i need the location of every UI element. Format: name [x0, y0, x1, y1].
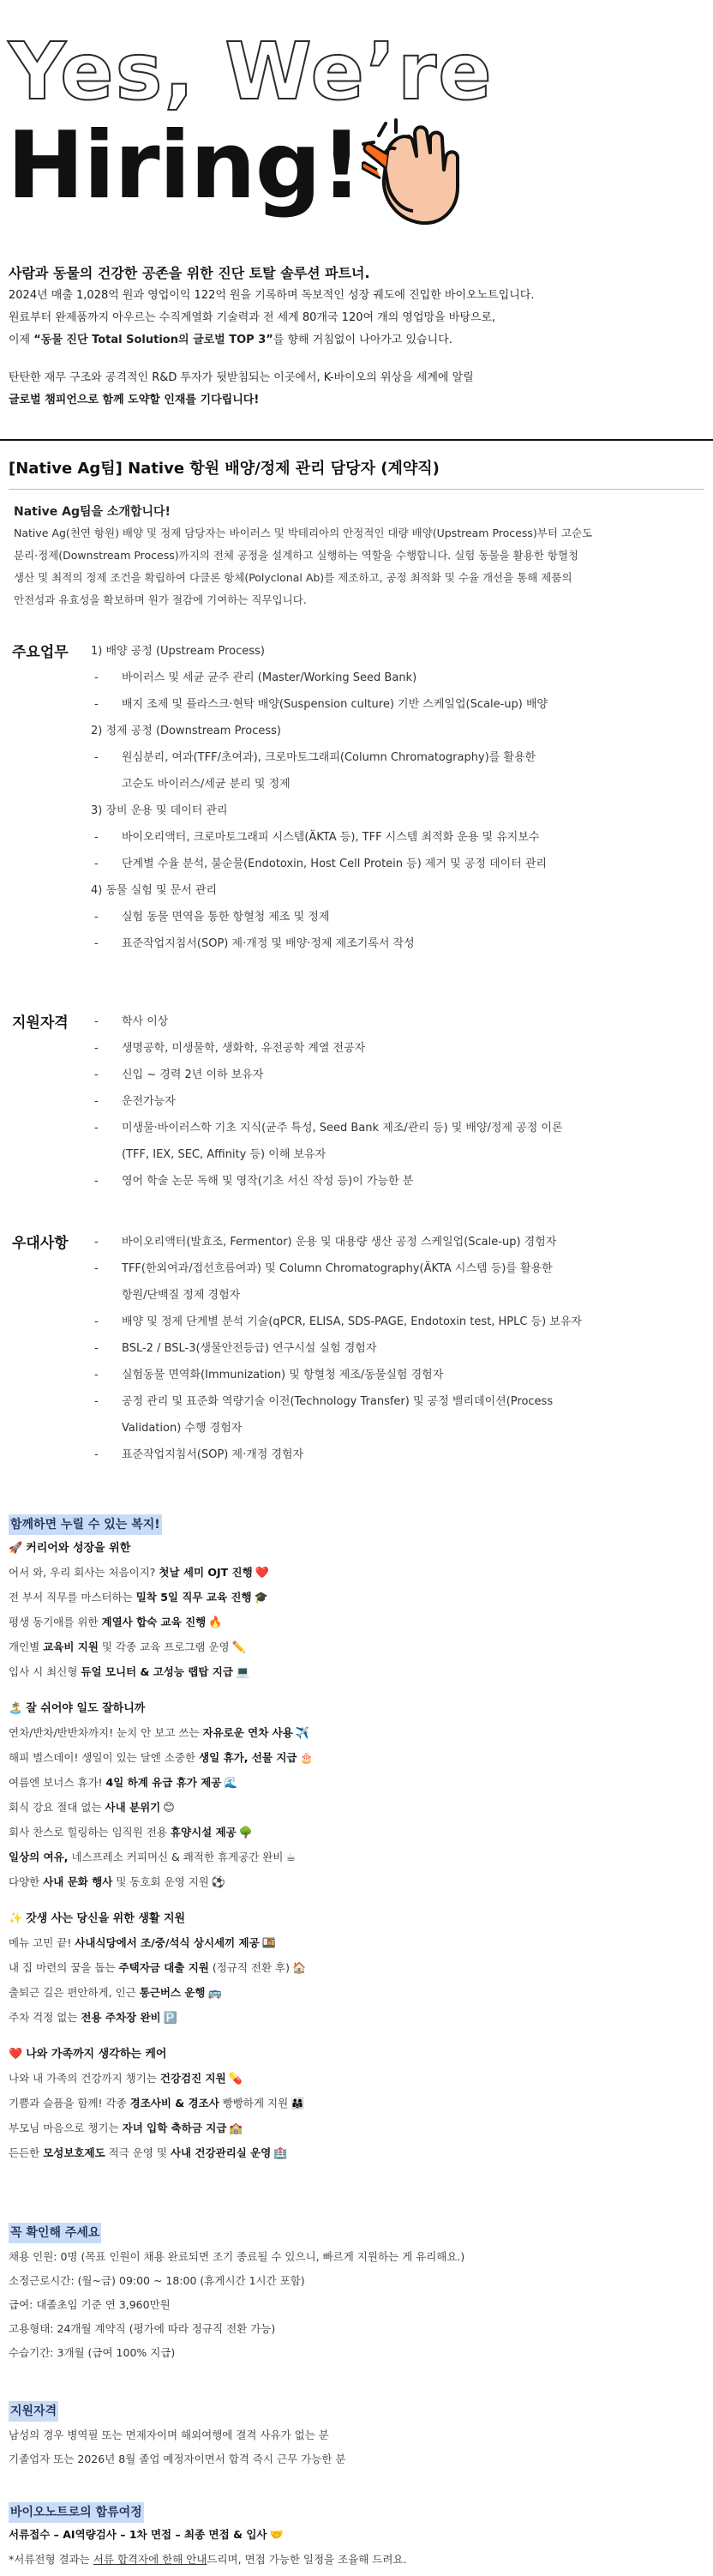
- job-intro: [14, 522, 704, 611]
- benefit-group-title-text: 나와 가족까지 생각하는 케어: [26, 2048, 167, 2061]
- benefit-group-title: [9, 1907, 704, 1931]
- benefit-highlight: 통근버스 운행: [139, 1986, 206, 1999]
- benefit-line: [9, 1796, 704, 1821]
- benefit-highlight: 사내 분위기: [105, 1801, 161, 1814]
- benefit-line: [9, 1771, 704, 1796]
- hero-title-outline: Yes, We’re: [9, 26, 494, 117]
- intro-p3-post: 를 향해 거침없이 나아가고 있습니다.: [273, 334, 452, 346]
- benefit-line: [9, 2141, 704, 2166]
- benefit-highlight: 밀착 5일 직무 교육 진행: [135, 1591, 252, 1604]
- list-item: - 학사 이상: [91, 1008, 704, 1035]
- intro-lead: 사람과 동물의 건강한 공존을 위한 진단 토탈 솔루션 파트너.: [9, 265, 370, 281]
- benefit-highlight: 교육비 지원: [43, 1640, 99, 1653]
- benefit-highlight: 건강검진 지원: [159, 2072, 226, 2085]
- checks-heading: 꼭 확인해 주세요: [9, 2223, 101, 2243]
- list-item: - 배양 및 정제 단계별 분석 기술(qPCR, ELISA, SDS-PAGE, Endotoxin test, HPLC 등) 보유자: [91, 1309, 704, 1335]
- benefit-group-title: [9, 1537, 704, 1561]
- intro-p3-bold: “동물 진단 Total Solution의 글로벌 TOP 3”: [33, 334, 273, 346]
- job-title: [Native Ag팀] Native 항원 배양/정제 관리 담당자 (계약직): [9, 460, 440, 478]
- job-divider: [9, 489, 704, 490]
- hero-banner: [0, 0, 713, 257]
- preferred-heading: 우대사항: [12, 1235, 69, 1252]
- benefit-line: [9, 1981, 704, 2006]
- process-note-underline: 서류 합격자에 한해 안내: [93, 2553, 207, 2566]
- parking-icon: 🅿️: [163, 2012, 177, 2025]
- list-item: - 배지 조제 및 플라스크·현탁 배양(Suspension culture) 기반 스케일업(Scale-up) 배양: [91, 691, 704, 718]
- heart-icon: ❤️: [9, 2048, 23, 2061]
- benefit-text: 든든한: [9, 2146, 44, 2159]
- meal-icon: 🍱: [261, 1937, 276, 1950]
- list-item: - 생명공학, 미생물학, 생화학, 유전공학 계열 전공자: [91, 1035, 704, 1062]
- intro-p3-pre: 이제: [9, 334, 34, 346]
- benefit-line: [9, 1746, 704, 1771]
- benefit-line: [9, 1870, 704, 1895]
- benefit-highlight: 계열사 합숙 교육 진행: [101, 1616, 207, 1628]
- benefits-heading: 함께하면 누릴 수 있는 복지!: [9, 1514, 162, 1535]
- list-item: - 공정 관리 및 표준화 역량기술 이전(Technology Transfer) 및 공정 밸리데이션(Process: [91, 1388, 704, 1415]
- benefit-line: [9, 2067, 704, 2091]
- list-item: - BSL-2 / BSL-3(생물안전등급) 연구시설 실험 경험자: [91, 1335, 704, 1362]
- intro-p4: 탄탄한 재무 구조와 공격적인 R&D 투자가 뒷받침되는 이곳에서, K-바이오의 위상을 세계에 알릴: [9, 371, 474, 384]
- preferred-list: [91, 1229, 704, 1468]
- eligibility-heading: 지원자격: [9, 2401, 58, 2422]
- plane-icon: ✈️: [295, 1727, 310, 1740]
- benefits-section: [9, 1514, 704, 2166]
- benefit-text-post: 빵빵하게 지원: [219, 2097, 289, 2110]
- intro-p2: 원료부터 완제품까지 아우르는 수직계열화 기술력과 전 세계 80개국 120여 개의 영업망을 바탕으로,: [9, 311, 496, 324]
- sparkle-icon: ✨: [9, 1912, 23, 1925]
- benefit-text: 연차/반차/반반차까지! 눈치 안 보고 쓰는: [9, 1726, 203, 1739]
- benefit-line: [9, 1610, 704, 1635]
- hospital-icon: 🏥: [273, 2147, 288, 2160]
- benefit-highlight: 사내식당에서 조/중/석식 상시세끼 제공: [75, 1936, 260, 1949]
- list-item: - 실험 동물 면역을 통한 항혈청 제조 및 정제: [91, 904, 704, 930]
- process-section: [9, 2502, 704, 2572]
- rocket-icon: 🚀: [9, 1542, 23, 1555]
- handshake-icon: 🤝: [269, 2529, 284, 2542]
- intro-p5: 글로벌 챔피언으로 함께 도약할 인재를 기다립니다!: [9, 394, 260, 406]
- benefit-text: 평생 동기애를 위한: [9, 1616, 102, 1628]
- benefit-text: 회식 강요 절대 없는: [9, 1801, 105, 1814]
- soccer-icon: ⚽: [211, 1876, 226, 1889]
- benefit-highlight: 일상의 여유,: [9, 1851, 69, 1863]
- benefit-text: 내 집 마련의 꿈을 돕는: [9, 1961, 119, 1974]
- benefit-highlight: 모성보호제도: [43, 2146, 105, 2159]
- hero-title: Hiring!: [7, 112, 362, 220]
- job-section: [9, 458, 704, 611]
- benefit-group-title: [9, 1697, 704, 1721]
- list-item: - 단계별 수율 분석, 불순물(Endotoxin, Host Cell Protein 등) 제거 및 공정 데이터 관리: [91, 851, 704, 877]
- qualifications-section: [12, 1012, 706, 1218]
- benefit-line: [9, 1821, 704, 1845]
- benefit-text: 해피 벌스데이! 생일이 있는 달엔 소중한: [9, 1751, 200, 1764]
- benefit-highlight: 4일 하계 유급 휴가 제공: [105, 1776, 222, 1789]
- preferred-section: [12, 1232, 706, 1490]
- process-note-pre: *서류전형 결과는: [9, 2553, 93, 2566]
- list-item: - 실험동물 면역화(Immunization) 및 항혈청 제조/동물실험 경험자: [91, 1362, 704, 1388]
- benefit-highlight: 자유로운 연차 사용: [202, 1726, 293, 1739]
- list-item: 2) 정제 공정 (Downstream Process): [91, 725, 281, 737]
- benefit-highlight-2: 사내 건강관리실 운영: [170, 2146, 272, 2159]
- wave-icon: 🌊: [224, 1777, 238, 1790]
- eligibility-lines: [9, 2423, 704, 2471]
- grad-cap-icon: 🎓: [254, 1592, 268, 1604]
- list-item: 1) 배양 공정 (Upstream Process): [91, 645, 265, 658]
- benefit-text: 부모님 마음으로 챙기는: [9, 2122, 123, 2134]
- process-steps-text: 서류접수 – AI역량검사 – 1차 면접 – 최종 면접 & 입사: [9, 2528, 267, 2541]
- beach-icon: 🏝️: [9, 1702, 23, 1715]
- benefit-highlight: 휴양시설 제공: [170, 1826, 237, 1839]
- job-intro-heading: Native Ag팀을 소개합니다!: [14, 505, 171, 519]
- intro-p1: 2024년 매출 1,028억 원과 영업이익 122억 원을 기록하며 독보적인 성장 궤도에 진입한 바이오노트입니다.: [9, 289, 535, 302]
- coffee-icon: ☕: [285, 1851, 297, 1864]
- benefit-line: [9, 2006, 704, 2031]
- list-item: 항원/단백질 정제 경험자: [122, 1289, 241, 1302]
- benefit-text: 개인별: [9, 1640, 44, 1653]
- intro-p3: [9, 329, 703, 352]
- benefit-text: 주차 걱정 없는: [9, 2011, 81, 2024]
- job-intro-line: 생산 및 최적의 정제 조건을 확립하여 다클론 항체(Polyclonal Ab)를 제조하고, 공정 최적화 및 수율 개선을 통해 제품의: [14, 571, 572, 584]
- list-item: - 바이오리액터(발효조, Fermentor) 운용 및 대용량 생산 공정 스케일업(Scale-up) 경험자: [91, 1229, 704, 1255]
- list-item: - 원심분리, 여과(TFF/초여과), 크로마토그래피(Column Chromatography)를 활용한: [91, 744, 704, 771]
- list-item: - 바이러스 및 세균 균주 관리 (Master/Working Seed Bank): [91, 665, 704, 691]
- benefit-group-title-text: 갓생 사는 당신을 위한 생활 지원: [26, 1912, 186, 1925]
- list-item: - 운전가능자: [91, 1088, 704, 1115]
- benefit-text: 나와 내 가족의 건강까지 챙기는: [9, 2072, 160, 2085]
- benefit-text: 전 부서 직무를 마스터하는: [9, 1591, 136, 1604]
- benefit-line: [9, 1586, 704, 1610]
- check-line: 수습기간: 3개월 (급여 100% 지급): [9, 2346, 176, 2359]
- check-line: 채용 인원: 0명 (목표 인원이 채용 완료되면 조기 종료될 수 있으니, 빠르게 지원하는 게 유리해요.): [9, 2250, 465, 2263]
- qualifications-heading: 지원자격: [12, 1014, 69, 1032]
- pill-icon: 💊: [228, 2073, 243, 2085]
- school-icon: 🏫: [229, 2122, 243, 2135]
- pencil-icon: ✏️: [231, 1641, 246, 1654]
- list-item: - 미생물·바이러스학 기초 지식(균주 특성, Seed Bank 제조/관리 등) 및 배양/정제 공정 이론: [91, 1115, 704, 1141]
- benefit-highlight: 전용 주차장 완비: [81, 2011, 161, 2024]
- benefit-highlight: 자녀 입학 축하금 지급: [122, 2122, 227, 2134]
- benefit-text-post: 및 각종 교육 프로그램 운영: [98, 1640, 230, 1653]
- tree-icon: 🌳: [238, 1827, 253, 1839]
- list-item: - 바이오리액터, 크로마토그래피 시스템(ÄKTA 등), TFF 시스템 최적화 운용 및 유지보수: [91, 824, 704, 851]
- list-item: - 영어 학술 논문 독해 및 영작(기초 서신 작성 등)이 가능한 분: [91, 1168, 704, 1195]
- benefit-highlight: 듀얼 모니터 & 고성능 랩탑 지급: [81, 1665, 233, 1678]
- smile-icon: 😊: [163, 1802, 175, 1815]
- duties-list: [91, 638, 704, 957]
- benefit-line: [9, 2116, 704, 2141]
- laptop-icon: 💻: [235, 1666, 250, 1679]
- benefit-text: 입사 시 최신형: [9, 1665, 81, 1678]
- list-item: 고순도 바이러스/세균 분리 및 정제: [122, 778, 291, 791]
- benefit-highlight: 생일 휴가, 선물 지급: [199, 1751, 297, 1764]
- divider: [0, 439, 713, 441]
- benefit-text: 어서 와, 우리 회사는 처음이지?: [9, 1566, 159, 1579]
- process-note: [9, 2548, 704, 2572]
- heart-icon: ❤️: [255, 1567, 269, 1580]
- list-item: - 표준작업지침서(SOP) 제·개정 및 배양·정제 제조기록서 작성: [91, 930, 704, 957]
- benefit-text-post: 네스프레소 커피머신 & 쾌적한 휴게공간 완비: [68, 1851, 284, 1863]
- benefit-group-title-text: 잘 쉬어야 일도 잘하니까: [26, 1702, 146, 1715]
- duties-heading: 주요업무: [12, 644, 69, 661]
- check-line: 고용형태: 24개월 계약직 (평가에 따라 정규직 전환 가능): [9, 2322, 276, 2335]
- family-icon: 👨‍👩‍👧: [291, 2098, 305, 2110]
- list-item: - 신입 ~ 경력 2년 이하 보유자: [91, 1062, 704, 1088]
- benefit-line: [9, 2091, 704, 2116]
- benefit-line: [9, 1956, 704, 1981]
- eligibility-line: 남성의 경우 병역필 또는 면제자이며 해외여행에 결격 사유가 없는 분: [9, 2429, 329, 2441]
- benefit-text: 다양한: [9, 1875, 44, 1888]
- eligibility-line: 기졸업자 또는 2026년 8월 졸업 예정자이면서 합격 즉시 근무 가능한 분: [9, 2453, 346, 2465]
- benefit-text-post: (정규직 전환 후): [208, 1961, 290, 1974]
- house-icon: 🏠: [291, 1962, 307, 1975]
- benefit-highlight: 사내 문화 행사: [43, 1875, 113, 1888]
- benefit-group-title: [9, 2043, 704, 2067]
- benefit-text-post: 및 동호회 운영 지원: [112, 1875, 209, 1888]
- benefit-highlight: 주택자금 대출 지원: [118, 1961, 209, 1974]
- process-note-post: 드리며, 면접 가능한 일정을 조율해 드려요.: [207, 2553, 407, 2566]
- benefit-line: [9, 1635, 704, 1660]
- benefit-text-post: 적극 운영 및: [105, 2146, 171, 2159]
- benefit-line: [9, 1721, 704, 1746]
- process-steps: [9, 2523, 704, 2548]
- benefit-line: [9, 1931, 704, 1956]
- list-item: 3) 장비 운용 및 데이터 관리: [91, 804, 228, 817]
- benefit-groups: [9, 1537, 704, 2166]
- check-line: 급여: 대졸초임 기준 연 3,960만원: [9, 2298, 171, 2311]
- benefit-line: [9, 1561, 704, 1586]
- job-intro-line: Native Ag(천연 항원) 배양 및 정제 담당자는 바이러스 및 박테리아의 안정적인 대량 배양(Upstream Process)부터 고순도: [14, 527, 593, 539]
- clapping-hand-icon: [362, 118, 464, 230]
- list-item: - 표준작업지침서(SOP) 제·개정 경험자: [91, 1441, 704, 1468]
- benefit-text: 메뉴 고민 끝!: [9, 1936, 75, 1949]
- qualifications-list: [91, 1008, 704, 1195]
- list-item: - TFF(한외여과/접선흐름여과) 및 Column Chromatography(ÄKTA 시스템 등)를 활용한: [91, 1255, 704, 1282]
- bus-icon: 🚌: [207, 1987, 222, 2000]
- list-item: (TFF, IEX, SEC, Affinity 등) 이해 보유자: [122, 1148, 327, 1161]
- process-heading: 바이오노트로의 합류여정: [9, 2502, 144, 2523]
- check-line: 소정근로시간: (월~금) 09:00 ~ 18:00 (휴게시간 1시간 포함): [9, 2274, 305, 2287]
- benefit-highlight: 경조사비 & 경조사: [129, 2097, 219, 2110]
- company-intro: [9, 262, 703, 412]
- eligibility-section: [9, 2401, 704, 2471]
- cake-icon: 🎂: [299, 1752, 314, 1765]
- benefit-line: [9, 1845, 704, 1870]
- list-item: 4) 동물 실험 및 문서 관리: [91, 884, 218, 897]
- job-intro-line: 안전성과 유효성을 확보하며 원가 절감에 기여하는 직무입니다.: [14, 593, 307, 606]
- benefit-highlight: 첫날 세미 OJT 진행: [159, 1566, 253, 1579]
- checks-lines: [9, 2245, 704, 2365]
- job-intro-line: 분리·정제(Downstream Process)까지의 전체 공정을 설계하고 실행하는 역할을 수행합니다. 실험 동물을 활용한 항혈청: [14, 549, 578, 562]
- benefit-text: 여름엔 보너스 휴가!: [9, 1776, 106, 1789]
- benefit-text: 회사 찬스로 힐링하는 임직원 전용: [9, 1826, 171, 1839]
- list-item: Validation) 수행 경험자: [122, 1422, 243, 1435]
- duties-section: [12, 641, 706, 967]
- fire-icon: 🔥: [208, 1616, 223, 1629]
- benefit-group-title-text: 커리어와 성장을 위한: [26, 1542, 131, 1555]
- benefit-line: [9, 1660, 704, 1685]
- checks-section: [9, 2223, 704, 2365]
- benefit-text: 출퇴근 길은 편안하게, 인근: [9, 1986, 140, 1999]
- benefit-text: 기쁨과 슬픔을 함께! 각종: [9, 2097, 130, 2110]
